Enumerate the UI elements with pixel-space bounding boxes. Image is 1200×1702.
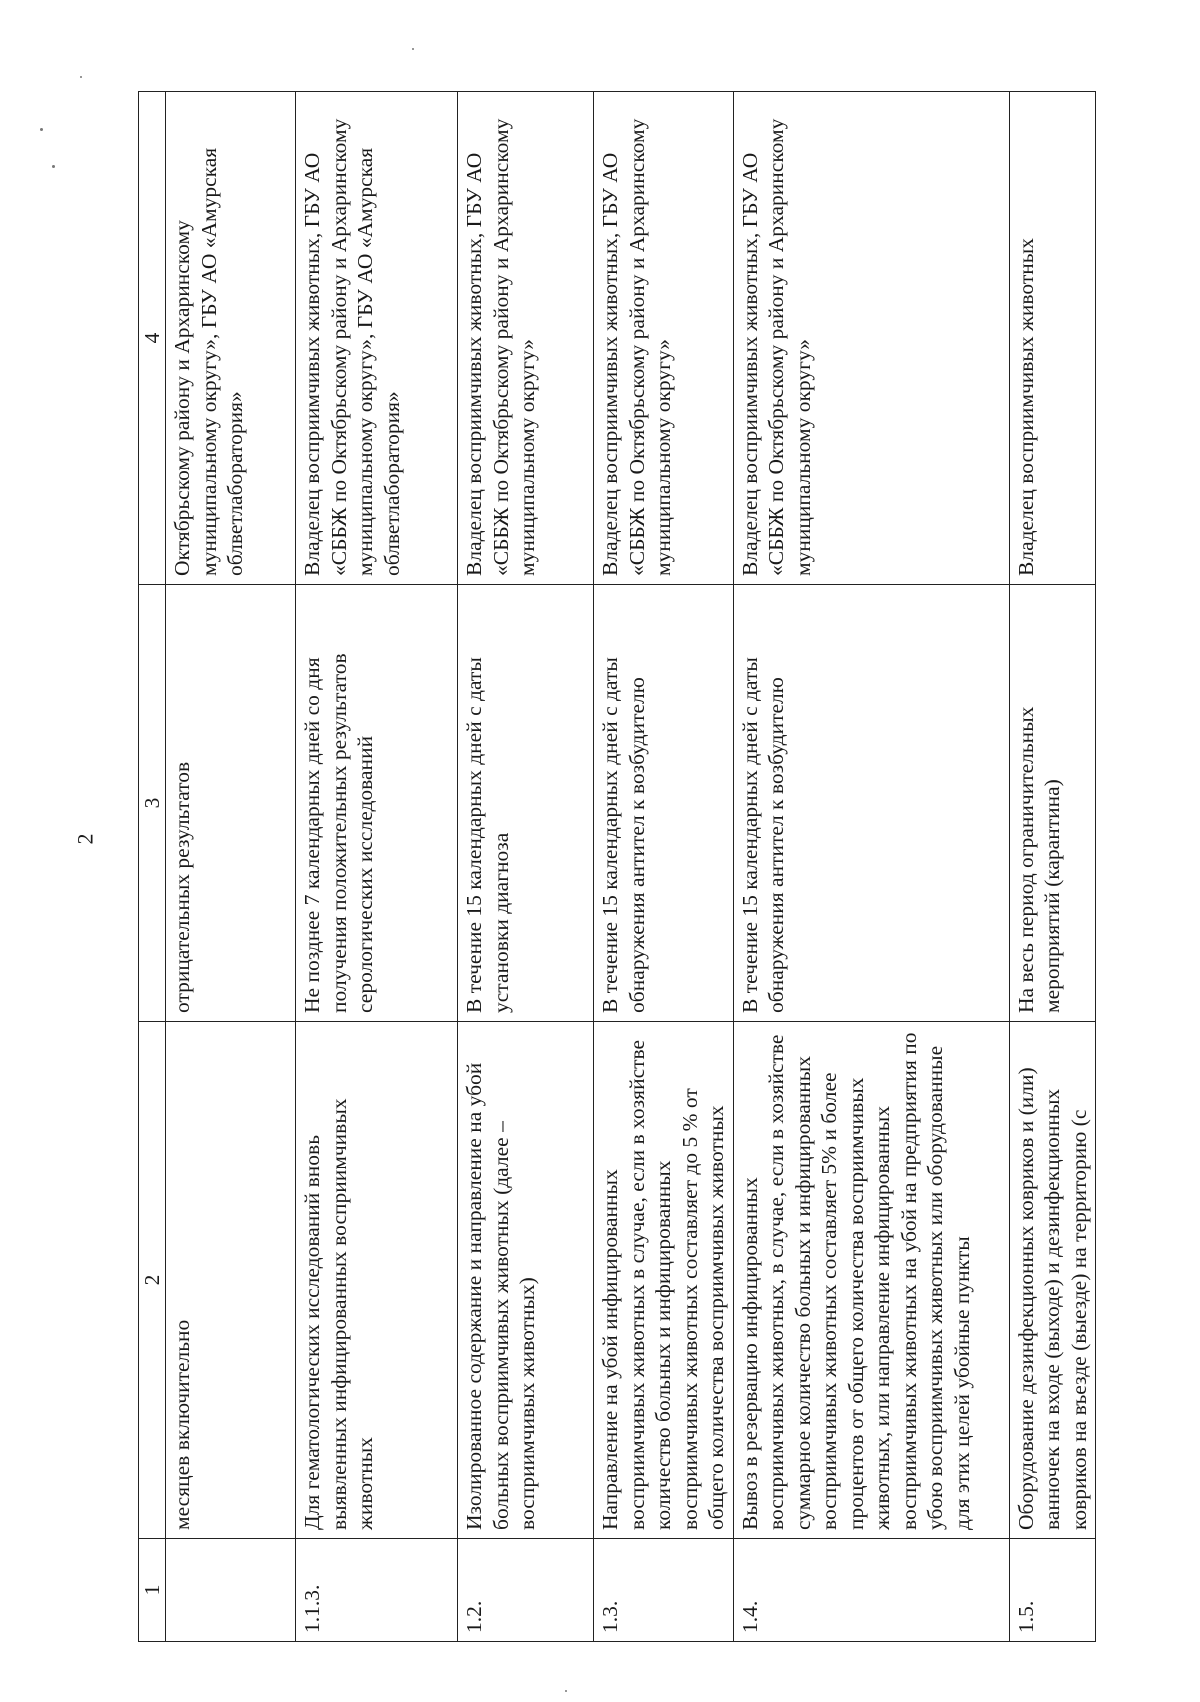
row-number	[166, 1539, 296, 1642]
rotated-table-container	[138, 92, 1091, 1642]
table-header-row	[139, 92, 166, 1642]
table-row	[733, 92, 1009, 1642]
row-number: 1.1.3.	[296, 1539, 458, 1642]
row-number: 1.2.	[458, 1539, 594, 1642]
row-term: В течение 15 календарных дней с даты обнаружения антител к возбудителю	[594, 585, 734, 1022]
scan-speck	[412, 48, 414, 50]
row-term: В течение 15 календарных дней с даты установки диагноза	[458, 585, 594, 1022]
table-row	[166, 92, 296, 1642]
scan-speck	[52, 165, 55, 168]
scan-speck	[80, 76, 82, 78]
scan-speck	[40, 128, 43, 131]
header-col-1: 1	[139, 1539, 166, 1642]
row-number: 1.5.	[1009, 1539, 1096, 1642]
table-row	[458, 92, 594, 1642]
row-number: 1.4.	[733, 1539, 1009, 1642]
scan-speck	[565, 1690, 567, 1692]
row-measure: Для гематологических исследований вновь выявленных инфицированных восприимчивых животных	[296, 1022, 458, 1539]
row-responsible: Владелец восприимчивых животных	[1009, 92, 1096, 585]
row-number: 1.3.	[594, 1539, 734, 1642]
header-col-2: 2	[139, 1022, 166, 1539]
row-responsible: Октябрьскому району и Архаринскому муниципальному округу», ГБУ АО «Амурская облветлаборатория»	[166, 92, 296, 585]
row-measure: Вывоз в резервацию инфицированных восприимчивых животных, в случае, если в хозяйстве суммарное количество больных и инфицированных восприимчивых животных составляет 5% и более процентов от общего количества восприимчивых животных, или направление инфицированных восприимчивых животных на убой на предприятия по убою восприимчивых животных или оборудованные для этих целей убойные пункты	[733, 1022, 1009, 1539]
table-row	[1009, 92, 1096, 1642]
measures-table	[138, 91, 1096, 1642]
row-term: Не позднее 7 календарных дней со дня получения положительных результатов серологических исследований	[296, 585, 458, 1022]
row-measure: Изолированное содержание и направление на убой больных восприимчивых животных (далее – восприимчивых животных)	[458, 1022, 594, 1539]
row-responsible: Владелец восприимчивых животных, ГБУ АО «СББЖ по Октябрьскому району и Архаринскому муниципальному округу»	[594, 92, 734, 585]
header-col-3: 3	[139, 585, 166, 1022]
row-term: На весь период ограничительных мероприятий (карантина)	[1009, 585, 1096, 1022]
row-responsible: Владелец восприимчивых животных, ГБУ АО «СББЖ по Октябрьскому району и Архаринскому муниципальному округу», ГБУ АО «Амурская облветлаборатория»	[296, 92, 458, 585]
table-row	[296, 92, 458, 1642]
row-measure: месяцев включительно	[166, 1022, 296, 1539]
page-number: 2	[72, 833, 98, 845]
row-measure: Направление на убой инфицированных восприимчивых животных в случае, если в хозяйстве количество больных и инфицированных восприимчивых животных составляет до 5 % от общего количества восприимчивых животных	[594, 1022, 734, 1539]
row-measure: Оборудование дезинфекционных ковриков и (или) ванночек на входе (выходе) и дезинфекционных ковриков на въезде (выезде) на территорию (с	[1009, 1022, 1096, 1539]
row-term: В течение 15 календарных дней с даты обнаружения антител к возбудителю	[733, 585, 1009, 1022]
table-row	[594, 92, 734, 1642]
row-responsible: Владелец восприимчивых животных, ГБУ АО «СББЖ по Октябрьскому району и Архаринскому муниципальному округу»	[733, 92, 1009, 585]
header-col-4: 4	[139, 92, 166, 585]
row-term: отрицательных результатов	[166, 585, 296, 1022]
row-responsible: Владелец восприимчивых животных, ГБУ АО «СББЖ по Октябрьскому району и Архаринскому муниципальному округу»	[458, 92, 594, 585]
